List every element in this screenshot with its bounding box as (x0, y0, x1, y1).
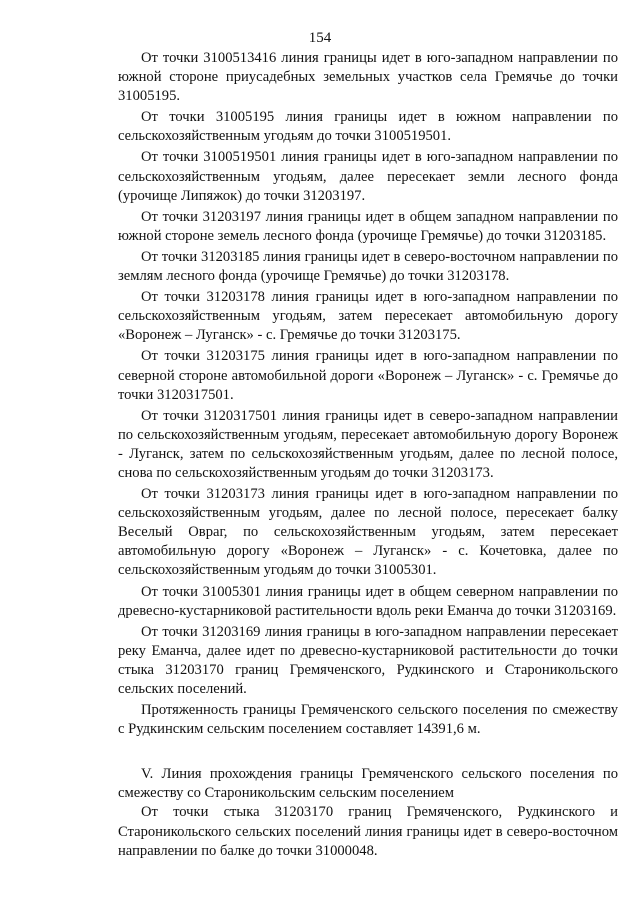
paragraph: От точки 3100513416 линия границы идет в юго-западном направлении по южной стороне приусадебных земельных участков села Гремячье до точки 31005195. (118, 50, 618, 105)
paragraph: От точки 31203178 линия границы идет в юго-западном направлении по сельскохозяйственным угодьям, затем пересекает автомобильную дорогу «Воронеж – Луганск» - с. Гремячье до точки 31203175. (118, 289, 618, 344)
paragraph: От точки стыка 31203170 границ Гремяченского, Рудкинского и Староникольского сельских поселений линия границы идет в северо-восточном направлении по балке до точки 31000048. (118, 804, 618, 859)
paragraph: Протяженность границы Гремяченского сельского поселения по смежеству с Рудкинским сельским поселением составляет 14391,6 м. (118, 702, 618, 738)
paragraph: От точки 31005301 линия границы идет в общем северном направлении по древесно-кустарниковой растительности вдоль реки Еманча до точки 31203169. (118, 583, 618, 619)
paragraph: От точки 3120317501 линия границы идет в северо-западном направлении по сельскохозяйственным угодьям, пересекает автомобильную дорогу Воронеж - Луганск, затем по сельскохозяйственным угодьям, далее по лесной полосе, снова по сельскохозяйственным угодьям до точки 31203173. (118, 407, 618, 481)
section-heading: V. Линия прохождения границы Гремяченского сельского поселения по смежеству со Староникольским сельским поселением (118, 766, 618, 802)
paragraph: От точки 3100519501 линия границы идет в юго-западном направлении по сельскохозяйственным угодьям, далее пересекает земли лесного фонда (урочище Липяжок) до точки 31203197. (118, 149, 618, 204)
paragraph: От точки 31203173 линия границы идет в юго-западном направлении по сельскохозяйственным угодьям, далее по лесной полосе, пересекает балку Веселый Овраг, по сельскохозяйственным угодьям, затем пересекает автомобильную дорогу «Воронеж – Луганск» - с. Кочетовка, далее по сельскохозяйственным угодьям до точки 31005301. (118, 486, 618, 579)
paragraph: От точки 31203169 линия границы в юго-западном направлении пересекает реку Еманча, далее идет по древесно-кустарниковой растительности до точки стыка 31203170 границ Гремяченского, Рудкинского и Староникольского сельских поселений. (118, 623, 618, 697)
document-body (118, 49, 618, 861)
paragraph: От точки 31005195 линия границы идет в южном направлении по сельскохозяйственным угодьям до точки 3100519501. (118, 109, 618, 145)
section-v (118, 765, 618, 860)
page-number: 154 (308, 30, 332, 46)
paragraph: От точки 31203175 линия границы идет в юго-западном направлении по северной стороне автомобильной дороги «Воронеж – Луганск» - с. Гремячье до точки 3120317501. (118, 348, 618, 403)
paragraph: От точки 31203197 линия границы идет в общем западном направлении по южной стороне земель лесного фонда (урочище Гремячье) до точки 31203185. (118, 208, 618, 244)
paragraph: От точки 31203185 линия границы идет в северо-восточном направлении по землям лесного фонда (урочище Гремячье) до точки 31203178. (118, 248, 618, 285)
